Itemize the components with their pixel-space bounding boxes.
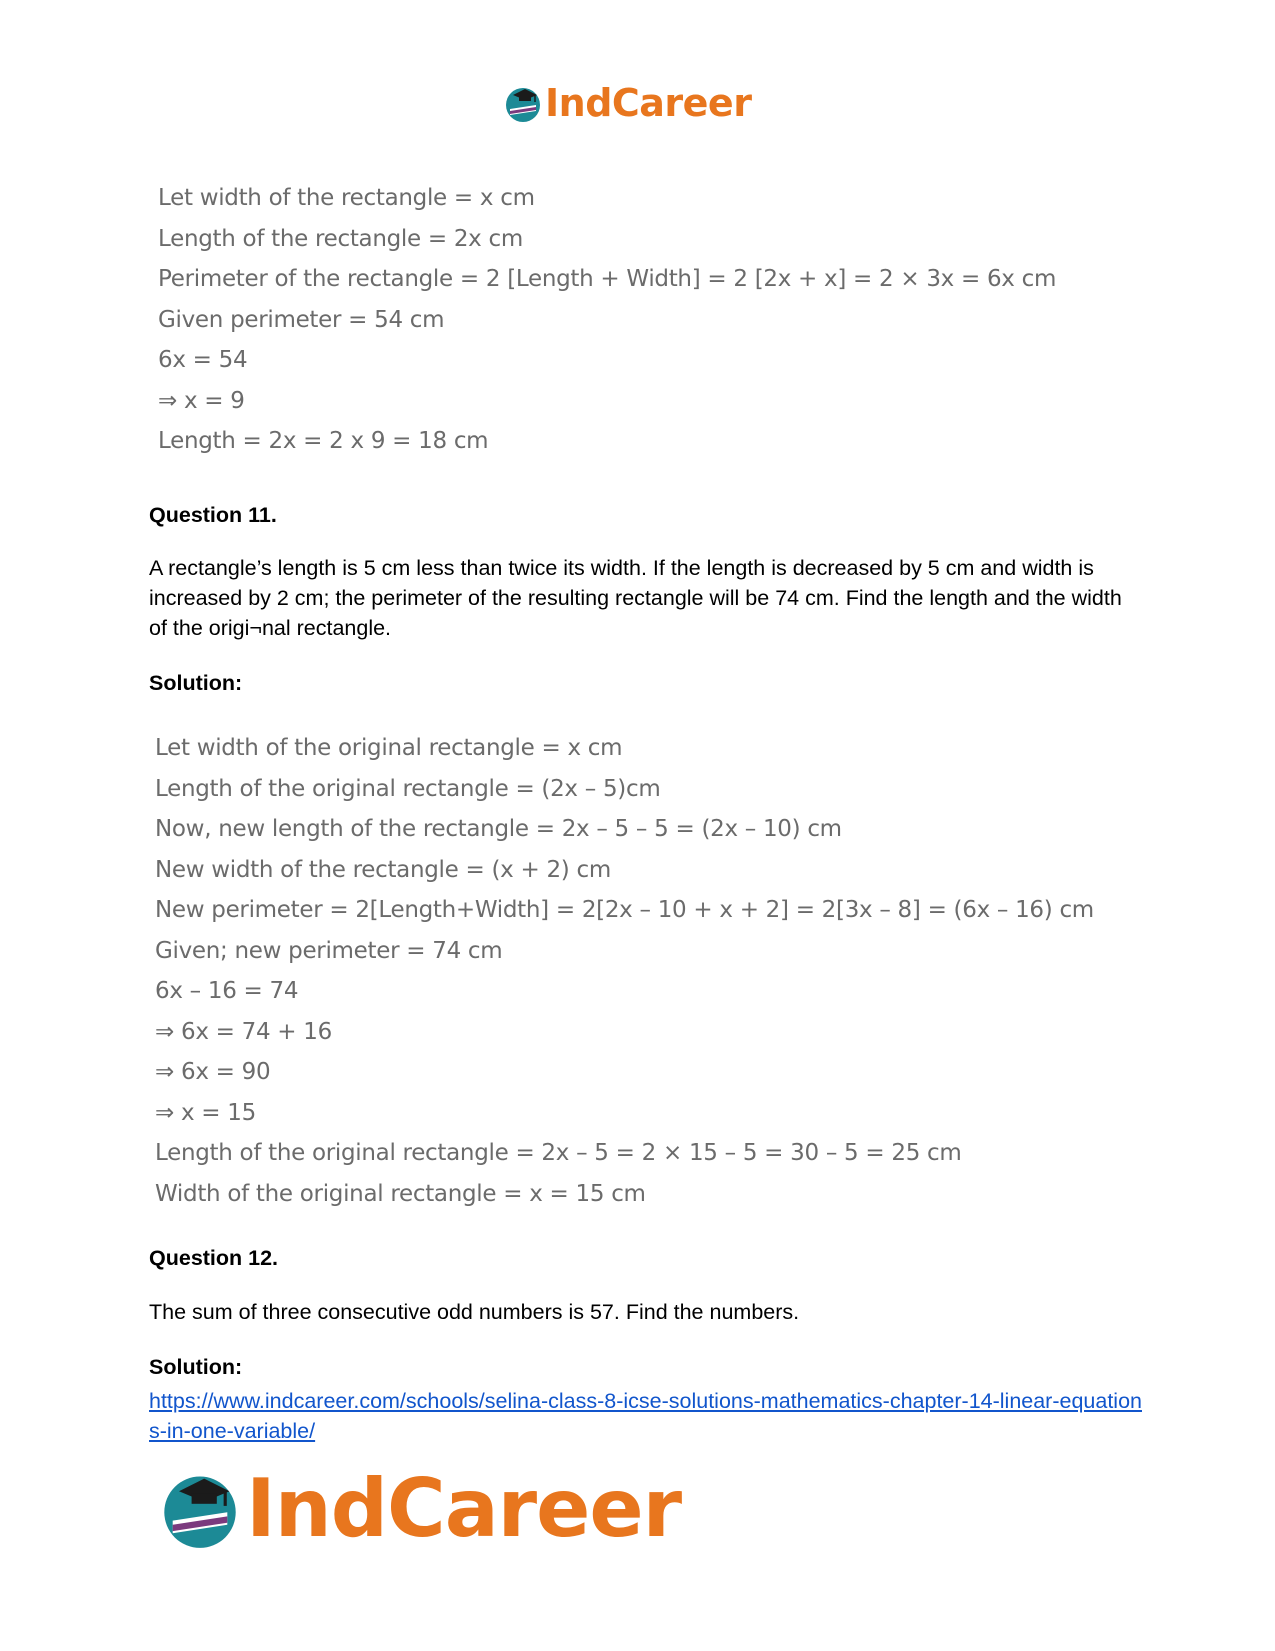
math-line: ⇒ x = 15 — [155, 1099, 256, 1126]
solution-10-steps — [158, 178, 1056, 462]
math-line: Let width of the rectangle = x cm — [158, 185, 535, 211]
math-line: New width of the rectangle = (x + 2) cm — [155, 856, 611, 883]
question-11-title: Question 11. — [149, 503, 277, 527]
math-line: 6x = 54 — [158, 347, 248, 373]
question-12-text: The sum of three consecutive odd numbers is 57. Find the numbers. — [149, 1300, 800, 1324]
solution-11-steps — [155, 728, 1094, 1214]
indcareer-logo-bottom — [158, 1460, 681, 1556]
math-line: 6x – 16 = 74 — [155, 978, 299, 1004]
graduation-cap-globe-icon — [158, 1466, 242, 1550]
logo-wordmark: IndCareer — [246, 1461, 682, 1555]
indcareer-logo-top — [503, 80, 751, 126]
question-12-title: Question 12. — [149, 1246, 279, 1270]
math-line: ⇒ 6x = 74 + 16 — [155, 1018, 332, 1045]
math-line: Perimeter of the rectangle = 2 [Length + Width] = 2 [2x + x] = 2 × 3x = 6x cm — [158, 266, 1057, 292]
math-line: ⇒ 6x = 90 — [155, 1059, 271, 1085]
math-line: Given perimeter = 54 cm — [158, 306, 445, 333]
math-line: Now, new length of the rectangle = 2x – 5 – 5 = (2x – 10) cm — [155, 816, 842, 842]
question-12-solution-label: Solution: — [149, 1355, 243, 1379]
graduation-cap-globe-icon — [503, 83, 543, 123]
math-line: Given; new perimeter = 74 cm — [155, 937, 503, 964]
math-line: Length = 2x = 2 x 9 = 18 cm — [158, 428, 489, 454]
question-11-solution-label: Solution: — [149, 671, 243, 695]
math-line: Length of the original rectangle = (2x – 5)cm — [155, 775, 661, 802]
question-11-text: A rectangle’s length is 5 cm less than twice its width. If the length is decreased by 5 cm and width is increased by 2 cm; the perimeter of the resulting rectangle will be 74 cm. Find the length and the width of the origi¬nal rectangle. — [149, 556, 1122, 640]
logo-wordmark: IndCareer — [545, 81, 752, 125]
indcareer-solutions-link[interactable]: https://www.indcareer.com/schools/selina-class-8-icse-solutions-mathematics-chapter-14-linear-equations-in-one-variable/ — [149, 1389, 1142, 1443]
math-line: Length of the original rectangle = 2x – 5 = 2 × 15 – 5 = 30 – 5 = 25 cm — [155, 1140, 962, 1166]
math-line: Let width of the original rectangle = x cm — [155, 735, 623, 761]
math-line: ⇒ x = 9 — [158, 387, 245, 414]
math-line: New perimeter = 2[Length+Width] = 2[2x – 10 + x + 2] = 2[3x – 8] = (6x – 16) cm — [155, 897, 1094, 923]
math-line: Length of the rectangle = 2x cm — [158, 225, 523, 252]
math-line: Width of the original rectangle = x = 15 cm — [155, 1180, 646, 1207]
